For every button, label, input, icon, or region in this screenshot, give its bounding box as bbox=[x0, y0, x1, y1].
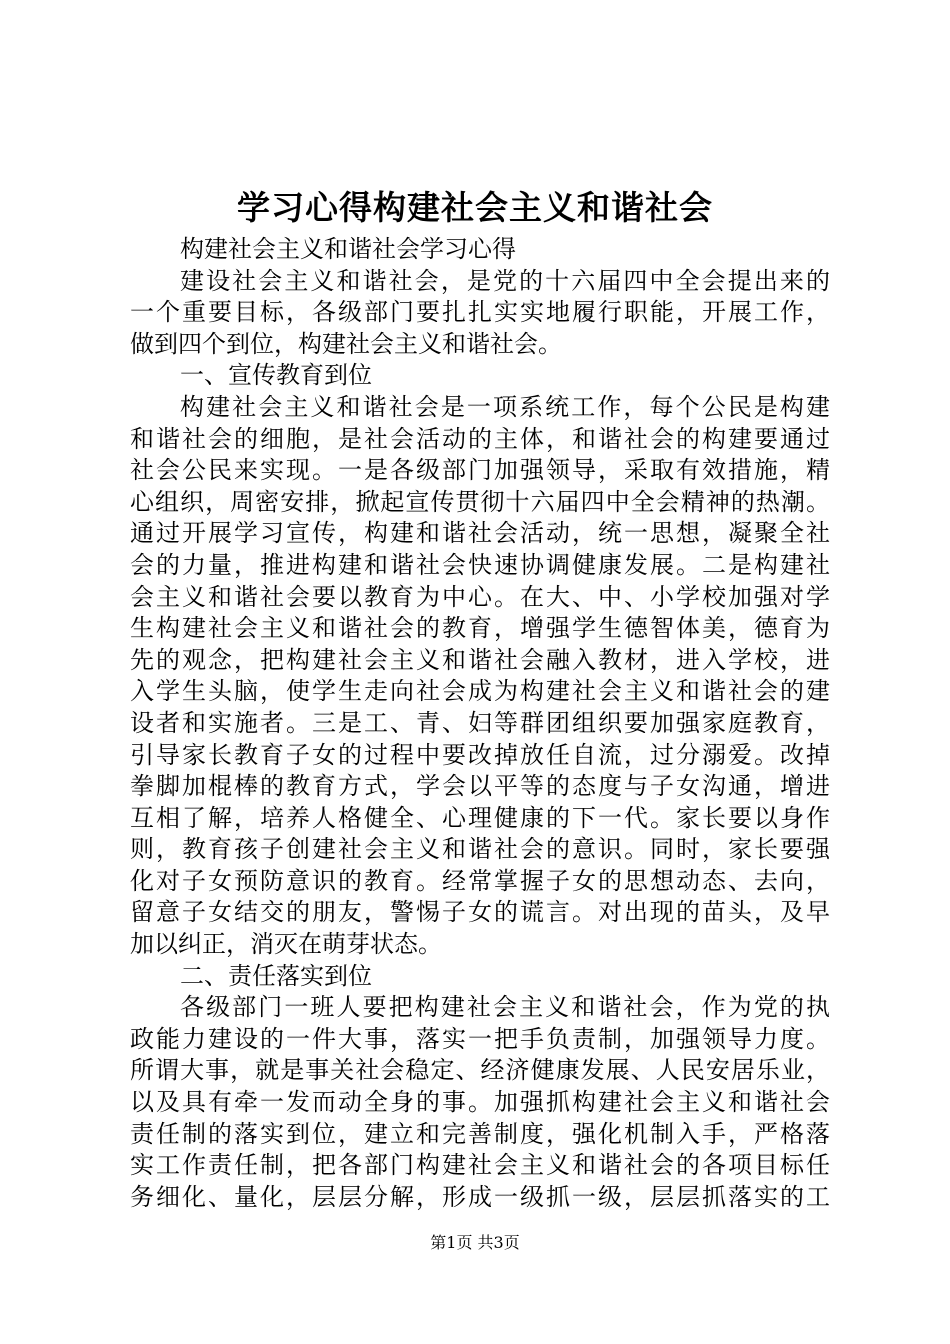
text-line: 政能力建设的一件大事，落实一把手负责制，加强领导力度。 bbox=[130, 1024, 830, 1053]
text-line: 一、宣传教育到位 bbox=[180, 361, 372, 390]
text-line: 留意子女结交的朋友，警惕子女的谎言。对出现的苗头，及早 bbox=[130, 898, 830, 927]
text-line: 社会公民来实现。一是各级部门加强领导，采取有效措施，精 bbox=[130, 456, 830, 485]
text-line: 通过开展学习宣传，构建和谐社会活动，统一思想，凝聚全社 bbox=[130, 519, 830, 548]
text-line: 入学生头脑，使学生走向社会成为构建社会主义和谐社会的建 bbox=[130, 677, 830, 706]
text-line: 做到四个到位，构建社会主义和谐社会。 bbox=[130, 329, 562, 358]
text-line: 务细化、量化，层层分解，形成一级抓一级，层层抓落实的工 bbox=[130, 1182, 830, 1211]
text-line: 建设社会主义和谐社会，是党的十六届四中全会提出来的 bbox=[180, 266, 830, 295]
text-line: 会主义和谐社会要以教育为中心。在大、中、小学校加强对学 bbox=[130, 582, 830, 611]
text-line: 和谐社会的细胞，是社会活动的主体，和谐社会的构建要通过 bbox=[130, 424, 830, 453]
text-line: 责任制的落实到位，建立和完善制度，强化机制入手，严格落 bbox=[130, 1119, 830, 1148]
text-line: 构建社会主义和谐社会是一项系统工作，每个公民是构建 bbox=[180, 392, 830, 421]
text-line: 构建社会主义和谐社会学习心得 bbox=[180, 235, 516, 263]
text-line: 所谓大事，就是事关社会稳定、经济健康发展、人民安居乐业， bbox=[130, 1056, 830, 1085]
text-line: 二、责任落实到位 bbox=[180, 961, 372, 990]
text-line: 拳脚加棍棒的教育方式，学会以平等的态度与子女沟通，增进 bbox=[130, 772, 830, 801]
page-footer: 第1页 共3页 bbox=[430, 1233, 520, 1252]
text-line: 实工作责任制，把各部门构建社会主义和谐社会的各项目标任 bbox=[130, 1151, 830, 1180]
text-line: 生构建社会主义和谐社会的教育，增强学生德智体美，德育为 bbox=[130, 614, 830, 643]
text-line: 化对子女预防意识的教育。经常掌握子女的思想动态、去向， bbox=[130, 866, 830, 895]
text-line: 以及具有牵一发而动全身的事。加强抓构建社会主义和谐社会 bbox=[130, 1088, 830, 1117]
document-title: 学习心得构建社会主义和谐社会 bbox=[237, 188, 713, 227]
text-line: 一个重要目标，各级部门要扎扎实实地履行职能，开展工作， bbox=[130, 298, 830, 327]
text-line: 加以纠正，消灭在萌芽状态。 bbox=[130, 930, 442, 959]
text-line: 则，教育孩子创建社会主义和谐社会的意识。同时，家长要强 bbox=[130, 835, 830, 864]
text-line: 会的力量，推进构建和谐社会快速协调健康发展。二是构建社 bbox=[130, 550, 830, 579]
text-line: 心组织，周密安排，掀起宣传贯彻十六届四中全会精神的热潮。 bbox=[130, 487, 830, 516]
text-line: 各级部门一班人要把构建社会主义和谐社会，作为党的执 bbox=[180, 993, 830, 1022]
text-line: 先的观念，把构建社会主义和谐社会融入教材，进入学校，进 bbox=[130, 645, 830, 674]
document-body bbox=[130, 234, 830, 1213]
text-line: 引导家长教育子女的过程中要改掉放任自流，过分溺爱。改掉 bbox=[130, 740, 830, 769]
text-line: 设者和实施者。三是工、青、妇等群团组织要加强家庭教育， bbox=[130, 708, 830, 737]
text-line: 互相了解，培养人格健全、心理健康的下一代。家长要以身作 bbox=[130, 803, 830, 832]
